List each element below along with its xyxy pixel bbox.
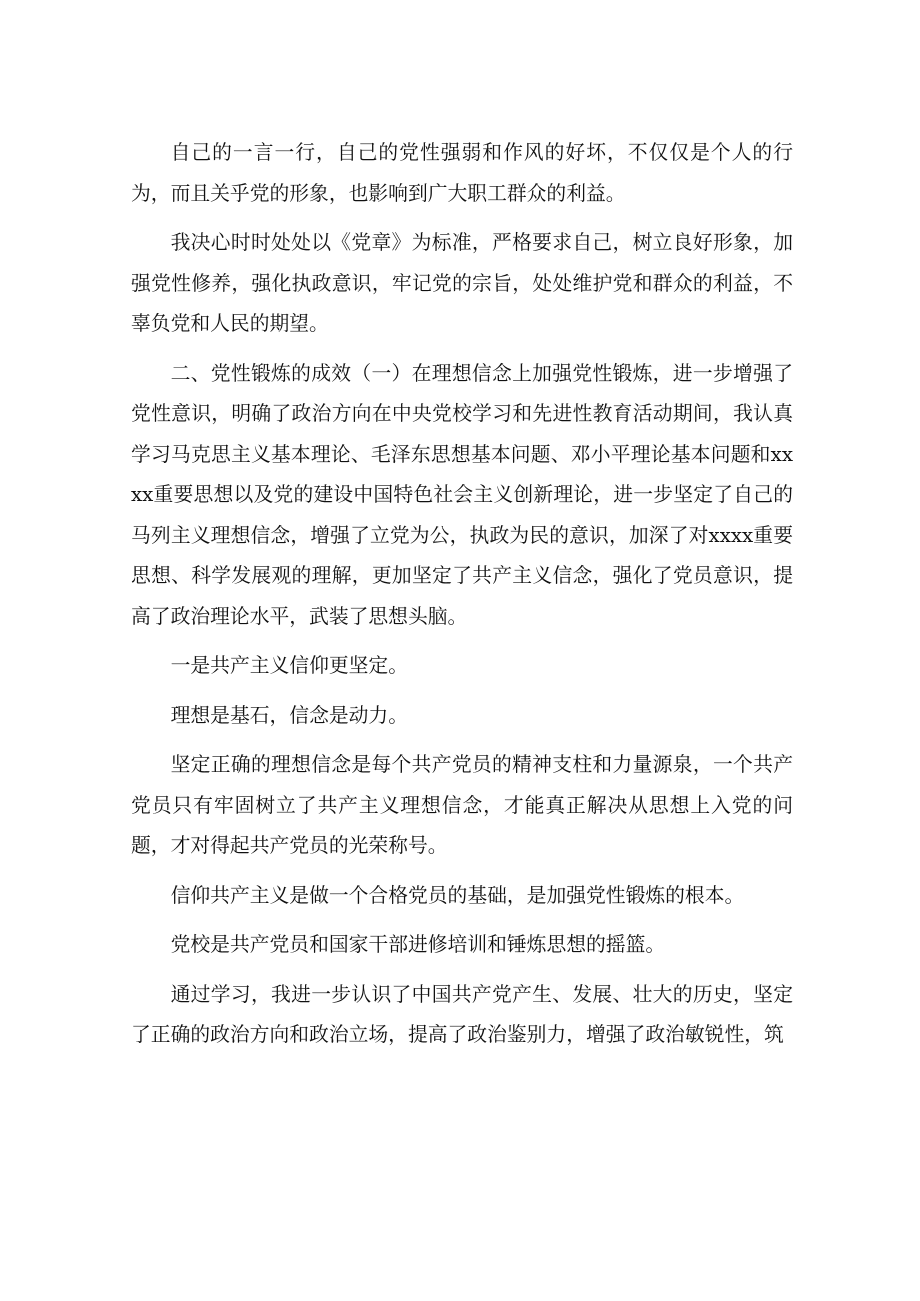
paragraph: 信仰共产主义是做一个合格党员的基础，是加强党性锻炼的根本。 [170, 883, 745, 907]
paragraph: 自己的一言一行，自己的党性强弱和作风的好坏，不仅仅是个人的行为，而且关乎党的形象，也影响到广大职工群众的利益。 [131, 141, 793, 205]
paragraph: 党校是共产党员和国家干部进修培训和锤炼思想的摇篮。 [170, 933, 666, 956]
document-body [131, 133, 793, 1056]
paragraph: 理想是基石，信念是动力。 [170, 703, 408, 727]
paragraph: 通过学习，我进一步认识了中国共产党产生、发展、壮大的历史，坚定了正确的政治方向和政治立场，提高了政治鉴别力，增强了政治敏锐性，筑 [131, 982, 793, 1046]
paragraph: 一是共产主义信仰更坚定。 [170, 654, 408, 677]
paragraph: 坚定正确的理想信念是每个共产党员的精神支柱和力量源泉，一个共产党员只有牢固树立了共产主义理想信念，才能真正解决从思想上入党的问题，才对得起共产党员的光荣称号。 [131, 753, 793, 857]
paragraph: 我决心时时处处以《党章》为标准，严格要求自己，树立良好形象，加强党性修养，强化执政意识，牢记党的宗旨，处处维护党和群众的利益，不辜负党和人民的期望。 [131, 231, 793, 335]
paragraph: 二、党性锻炼的成效（一）在理想信念上加强党性锻炼，进一步增强了党性意识，明确了政治方向在中央党校学习和先进性教育活动期间，我认真学习马克思主义基本理论、毛泽东思想基本问题、邓小平理论基本问题和xxxx重要思想以及党的建设中国特色社会主义创新理论，进一步坚定了自己的马列主义理想信念，增强了立党为公，执政为民的意识，加深了对xxxx重要思想、科学发展观的理解，更加坚定了共产主义信念，强化了党员意识，提高了政治理论水平，武装了思想头脑。 [131, 361, 793, 628]
